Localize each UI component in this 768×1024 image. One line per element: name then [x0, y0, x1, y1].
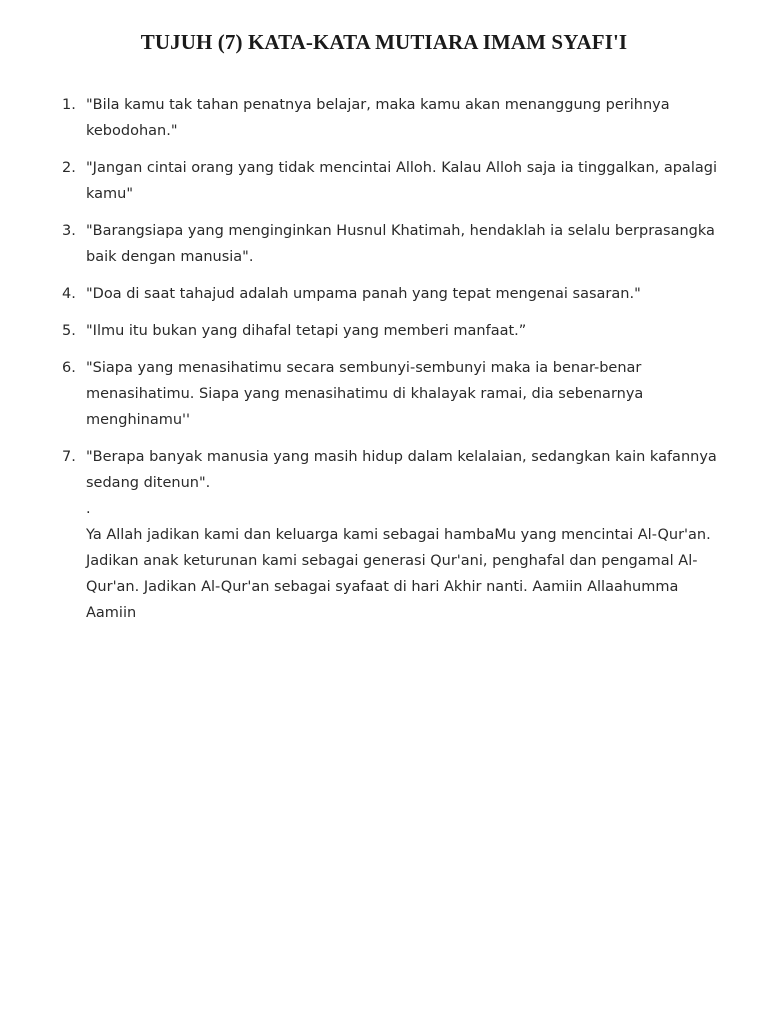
list-item-text: "Berapa banyak manusia yang masih hidup dalam kelalaian, sedangkan kain kafannya sedang ditenun".	[86, 449, 717, 491]
list-item	[62, 355, 728, 433]
list-item-text: "Jangan cintai orang yang tidak mencintai Alloh. Kalau Alloh saja ia tinggalkan, apalagi kamu"	[86, 160, 717, 202]
list-item-number: 1.	[62, 97, 76, 113]
list-item	[62, 92, 728, 144]
list-item-text: "Doa di saat tahajud adalah umpama panah yang tepat mengenai sasaran."	[86, 286, 641, 302]
list-item-text: "Barangsiapa yang menginginkan Husnul Khatimah, hendaklah ia selalu berprasangka baik dengan manusia".	[86, 223, 715, 265]
list-item-number: 3.	[62, 223, 76, 239]
closing-prayer: Ya Allah jadikan kami dan keluarga kami sebagai hambaMu yang mencintai Al-Qur'an. Jadikan anak keturunan kami sebagai generasi Qur'ani, penghafal dan pengamal Al-Qur'an. Jadikan Al-Qur'an sebagai syafaat di hari Akhir nanti. Aamiin Allaahumma Aamiin	[86, 527, 711, 621]
list-item	[62, 318, 728, 344]
list-item-number: 6.	[62, 360, 76, 376]
list-item-number: 4.	[62, 286, 76, 302]
quote-list	[62, 92, 728, 637]
page-title: TUJUH (7) KATA-KATA MUTIARA IMAM SYAFI'I	[140, 30, 628, 54]
separator-dot: .	[86, 501, 91, 517]
list-item-text: "Bila kamu tak tahan penatnya belajar, maka kamu akan menanggung perihnya kebodohan."	[86, 97, 670, 139]
list-item-number: 2.	[62, 160, 76, 176]
list-item-number: 5.	[62, 323, 76, 339]
list-item	[62, 155, 728, 207]
list-item	[62, 281, 728, 307]
list-item-number: 7.	[62, 449, 76, 465]
list-item-text: "Ilmu itu bukan yang dihafal tetapi yang memberi manfaat.”	[86, 323, 527, 339]
list-item	[62, 444, 728, 626]
list-item-text: "Siapa yang menasihatimu secara sembunyi-sembunyi maka ia benar-benar menasihatimu. Siapa yang menasihatimu di khalayak ramai, dia sebenarnya menghinamu''	[86, 360, 644, 428]
list-item	[62, 218, 728, 270]
closing-section	[86, 496, 728, 626]
